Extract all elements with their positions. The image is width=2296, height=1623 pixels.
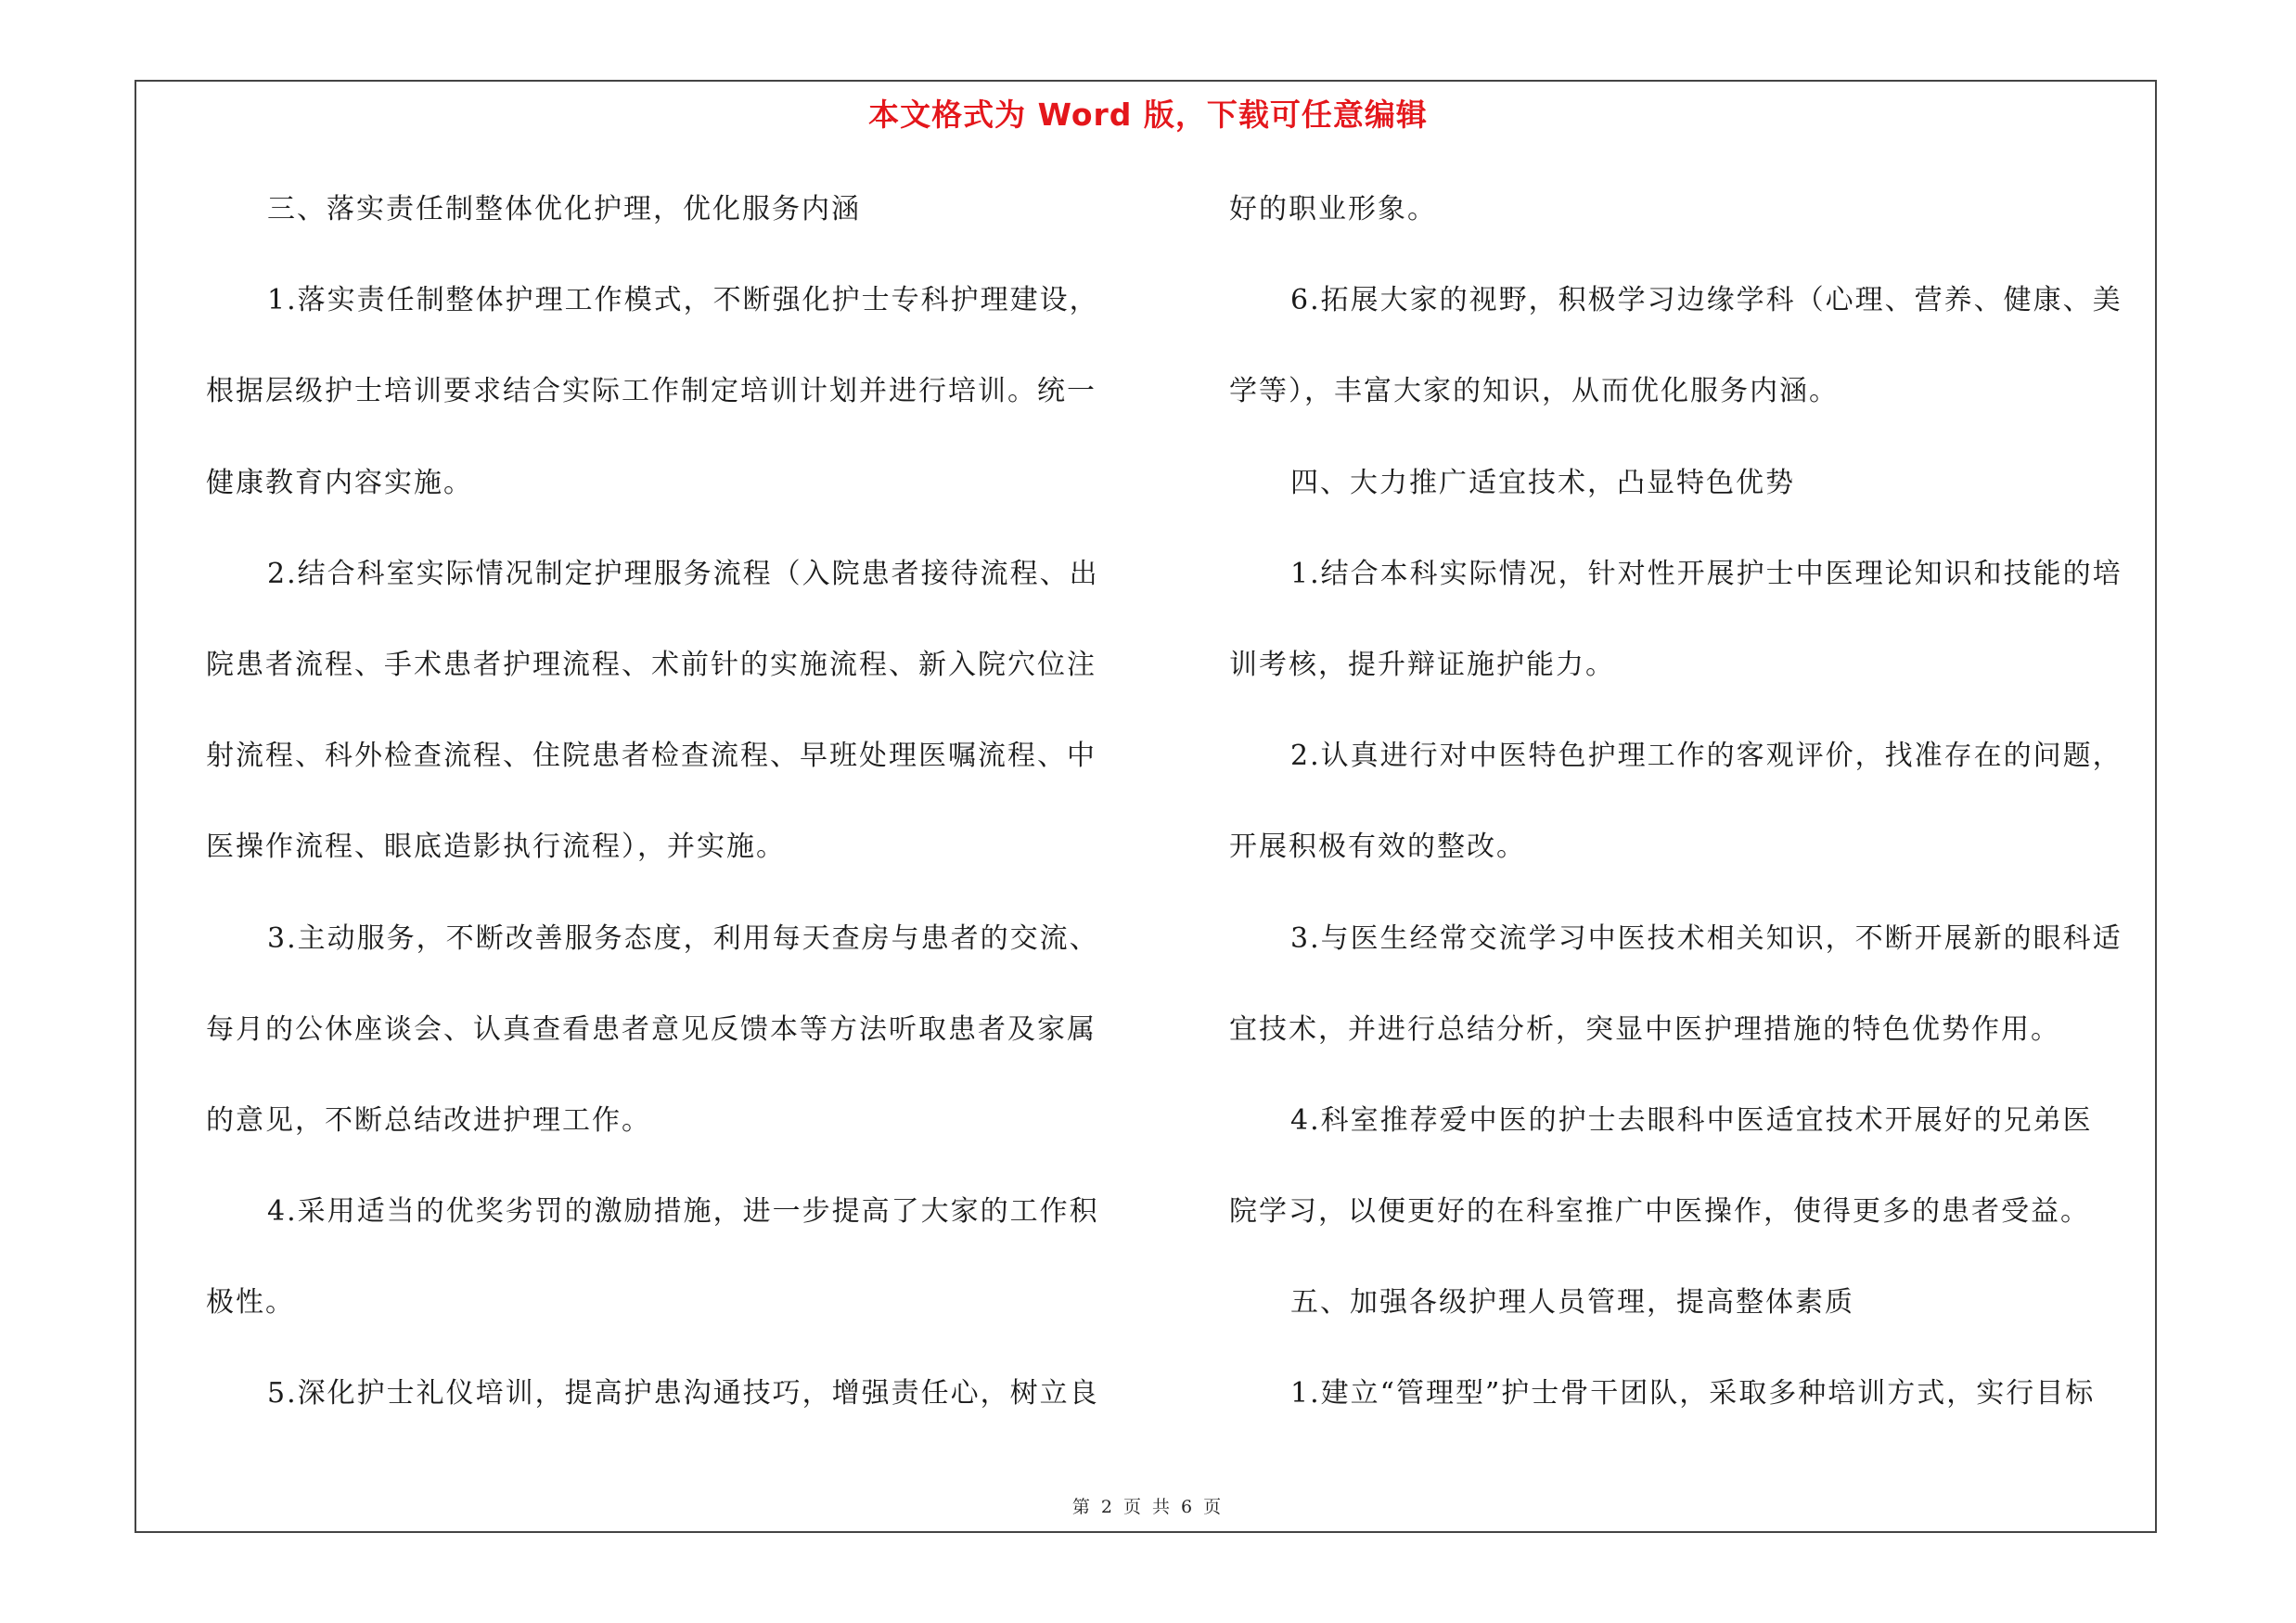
text-line: 6.拓展大家的视野，积极学习边缘学科（心理、营养、健康、美 [1290,284,2123,317]
text-line: 好的职业形象。 [1229,193,1437,225]
text-line: 5.深化护士礼仪培训，提高护患沟通技巧，增强责任心，树立良 [267,1377,1099,1410]
text-line: 每月的公休座谈会、认真查看患者意见反馈本等方法听取患者及家属 [206,1012,1097,1046]
text-line: 根据层级护士培训要求结合实际工作制定培训计划并进行培训。统一 [206,375,1097,408]
text-line: 射流程、科外检查流程、住院患者检查流程、早班处理医嘱流程、中 [206,740,1097,773]
text-line: 4.科室推荐爱中医的护士去眼科中医适宜技术开展好的兄弟医 [1290,1103,2093,1137]
text-line: 极性。 [206,1286,295,1320]
editable-format-banner: 本文格式为 Word 版，下载可任意编辑 [868,97,1428,133]
text-line: 院学习，以便更好的在科室推广中医操作，使得更多的患者受益。 [1229,1195,2090,1229]
text-line: 的意见，不断总结改进护理工作。 [206,1103,651,1137]
text-line: 4.采用适当的优奖劣罚的激励措施，进一步提高了大家的工作积 [267,1195,1099,1229]
text-line: 训考核，提升辩证施护能力。 [1229,648,1615,681]
left-text-column [206,182,1143,1458]
text-line: 1.结合本科实际情况，针对性开展护士中医理论知识和技能的培 [1290,557,2123,590]
text-line: 学等），丰富大家的知识，从而优化服务内涵。 [1229,375,1839,408]
text-line: 健康教育内容实施。 [206,466,473,499]
text-line: 1.落实责任制整体护理工作模式，不断强化护士专科护理建设， [267,284,1099,317]
text-line: 院患者流程、手术患者护理流程、术前针的实施流程、新入院穴位注 [206,648,1097,681]
text-line: 五、加强各级护理人员管理，提高整体素质 [1290,1286,1854,1320]
text-line: 1.建立“管理型”护士骨干团队，采取多种培训方式，实行目标 [1290,1377,2096,1410]
text-line: 3.主动服务，不断改善服务态度，利用每天查房与患者的交流、 [267,921,1099,955]
text-line: 宜技术，并进行总结分析，突显中医护理措施的特色优势作用。 [1229,1012,2060,1046]
text-line: 2.认真进行对中医特色护理工作的客观评价，找准存在的问题， [1290,740,2123,773]
text-line: 医操作流程、眼底造影执行流程），并实施。 [206,831,786,864]
text-line: 三、落实责任制整体优化护理，优化服务内涵 [267,193,861,225]
page-number-footer: 第 2 页 共 6 页 [1071,1497,1225,1517]
right-text-column [1229,182,2157,1458]
text-line: 四、大力推广适宜技术，凸显特色优势 [1290,466,1795,499]
text-line: 2.结合科室实际情况制定护理服务流程（入院患者接待流程、出 [267,557,1099,590]
text-line: 3.与医生经常交流学习中医技术相关知识，不断开展新的眼科适 [1290,921,2123,955]
text-line: 开展积极有效的整改。 [1229,831,1526,864]
